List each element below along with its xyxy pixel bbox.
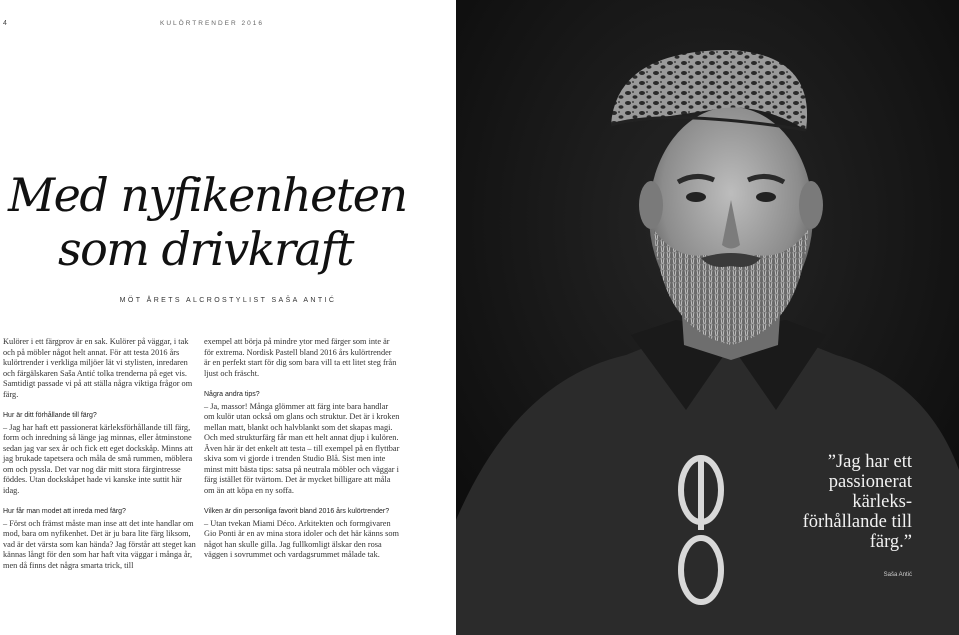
running-header: KULÖRTRENDER 2016 [160, 20, 264, 27]
answer-1: – Jag har haft ett passionerat kärleksförhållande till färg, form och inredning så länge jag minnas, eller åtminstone sedan jag var sex år och fick ett eget dockskåp. Minns att jag brukade tapetsera och måla de små rummen, möblera om och pyssla. Det var nog där mitt stora färgintresse föddes. Utan dockskåpet hade vi kanske inte suttit här idag. [3, 422, 193, 495]
pull-quote: ”Jag har ett passionerat kärleks-förhållande till färg.” [802, 452, 912, 552]
answer-3: – Ja, massor! Många glömmer att färg inte bara handlar om kulör utan också om glans och struktur. Det är i kroken mellan matt, blankt och halvblankt som det skapas magi. Och med strukturfärg får man ett helt annat djup i kulören. Även här är det enkelt att testa – till exempel på en flyttbar skiva som vi gjorde i trenden Studio Blå. Sist men inte minst mitt bästa tips: satsa på neutrala möbler och väggar i färg istället för tvärtom. Det är mycket billigare att måla om än att köpa en ny soffa. [204, 401, 400, 495]
question-2: Hur får man modet att inreda med färg? [3, 508, 126, 515]
continued-paragraph: exempel att börja på mindre ytor med färger som inte är för extrema. Nordisk Pastell bland 2016 års kulörtrender är en perfekt start för dig som bara vill ta ett litet steg från ljust och fräscht. [204, 337, 397, 378]
text-column-1 [3, 337, 197, 582]
question-1: Hur är ditt förhållande till färg? [3, 412, 97, 419]
headline [8, 168, 448, 276]
headline-line-1: Med nyfikenheten [8, 168, 407, 222]
right-ear [799, 181, 823, 229]
pull-quote-attribution: Saša Antić [883, 572, 912, 578]
answer-2: – Först och främst måste man inse att det inte handlar om mod, bara om nyfikenhet. Det är ju bara lite färg liksom, vad är det värsta som kan hända? Jag förstår att steget kan kännas långt för den som har haft vita väggar i många år, men då finns det några smarta trick, till [3, 518, 196, 570]
question-4: Vilken är din personliga favorit bland 2016 års kulörtrender? [204, 508, 390, 515]
answer-4: – Utan tvekan Miami Déco. Arkitekten och formgivaren Gio Ponti är en av mina stora idoler och det här känns som något han skulle gilla. Jag fullkomligt älskar den rosa väggen i sovrummet och vardagsrummet målade tak. [204, 518, 399, 559]
headline-line-2: som drivkraft [58, 222, 353, 276]
intro-paragraph: Kulörer i ett färgprov är en sak. Kulörer på väggar, i tak och på möbler något helt annat. För att testa 2016 års kulörtrender i verkliga miljöer lät vi stylisten, inredaren och färgälskaren Saša Antić tolka trenderna på eget vis. Samtidigt passade vi på att ställa några viktiga frågor om färg. [3, 337, 193, 399]
kicker: MÖT ÅRETS ALCROSTYLIST SAŠA ANTIĆ [119, 297, 337, 304]
right-eye [756, 192, 776, 202]
left-page [0, 0, 456, 635]
page-number: 4 [3, 20, 7, 27]
question-3: Några andra tips? [204, 391, 260, 398]
left-eye [686, 192, 706, 202]
text-column-2 [204, 337, 400, 572]
left-ear [639, 181, 663, 229]
